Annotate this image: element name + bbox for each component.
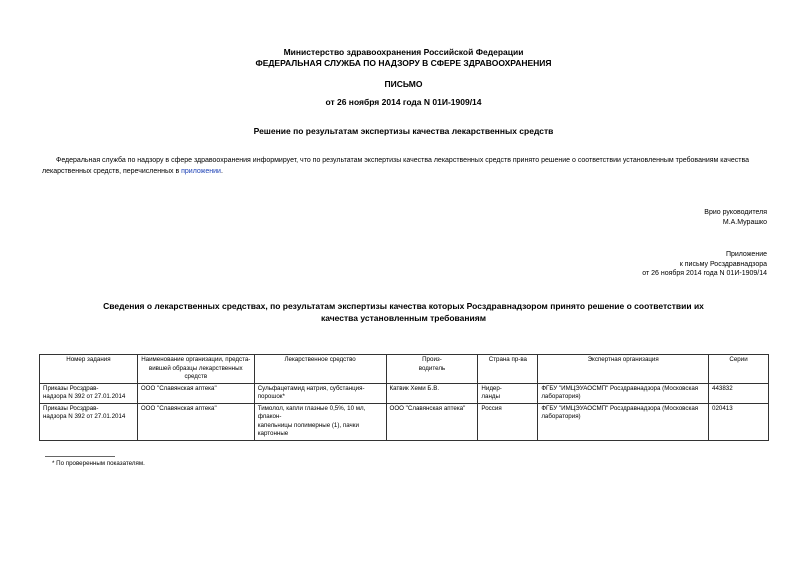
col-series: Серии [709,355,769,384]
appendix-to-letter: к письму Росздравнадзора [679,260,767,268]
service-name: ФЕДЕРАЛЬНАЯ СЛУЖБА ПО НАДЗОРУ В СФЕРЕ ЗДРАВООХРАНЕНИЯ [255,58,552,68]
table-header-row [40,355,769,384]
col-country: Страна пр-ва [478,355,538,384]
signature-name: М.А.Мурашко [722,218,767,226]
cell-drug: Сульфацетамид натрия, субстанция- порошок* [254,383,386,403]
section-title: Сведения о лекарственных средствах, по результатам экспертизы качества которых Росздравнадзором принято решение о соответствии их качества установленным требованиям [103,301,704,323]
document-subject: Решение по результатам экспертизы качества лекарственных средств [253,126,554,136]
cell-organization: ООО "Славянская аптека" [137,403,254,440]
footnote-divider [45,456,115,457]
table-row [40,403,769,440]
signature-position: Врио руководителя [704,209,767,216]
signature-block [704,208,767,227]
cell-task-number: Приказы Росздрав- надзора N 392 от 27.01.2014 [40,383,138,403]
cell-expert-org: ФГБУ "ИМЦЭУАОСМП" Росздравнадзора (Московская лаборатория) [538,403,709,440]
col-organization: Наименование организации, предста- вившей образцы лекарственных средств [137,355,254,384]
cell-series: 443832 [709,383,769,403]
cell-organization: ООО "Славянская аптека" [137,383,254,403]
drugs-table [39,354,769,441]
appendix-link[interactable]: приложении [181,168,221,175]
footnote: * По проверенным показателям. [52,460,145,467]
col-task-number: Номер задания [40,355,138,384]
cell-task-number: Приказы Росздрав- надзора N 392 от 27.01.2014 [40,403,138,440]
appendix-block [642,250,767,279]
body-paragraph [42,155,768,177]
appendix-date-number: от 26 ноября 2014 года N 01И-1909/14 [642,270,767,277]
document-date-number: от 26 ноября 2014 года N 01И-1909/14 [325,97,482,107]
document-type: ПИСЬМО [384,79,423,89]
ministry-name: Министерство здравоохранения Российской Федерации [283,47,524,57]
col-drug: Лекарственное средство [254,355,386,384]
col-expert-org: Экспертная организация [538,355,709,384]
body-text-after: . [220,168,223,175]
cell-country: Россия [478,403,538,440]
cell-manufacturer: Катвик Хеми Б.В. [386,383,478,403]
appendix-label: Приложение [725,251,767,258]
table-row [40,383,769,403]
cell-drug: Тимолол, капли глазные 0,5%, 10 мл, флакон- капельницы полимерные (1), пачки картонные [254,403,386,440]
cell-country: Нидер- ланды [478,383,538,403]
cell-expert-org: ФГБУ "ИМЦЭУАОСМП" Росздравнадзора (Московская лаборатория) [538,383,709,403]
cell-series: 020413 [709,403,769,440]
body-text-before: Федеральная служба по надзору в сфере здравоохранения информирует, что по результатам экспертизы качества лекарственных средств принято решение о соответствии установленным требованиям качества лекарственных средств, перечисленных в [42,157,750,175]
cell-manufacturer: ООО "Славянская аптека" [386,403,478,440]
col-manufacturer: Произ- водитель [386,355,478,384]
